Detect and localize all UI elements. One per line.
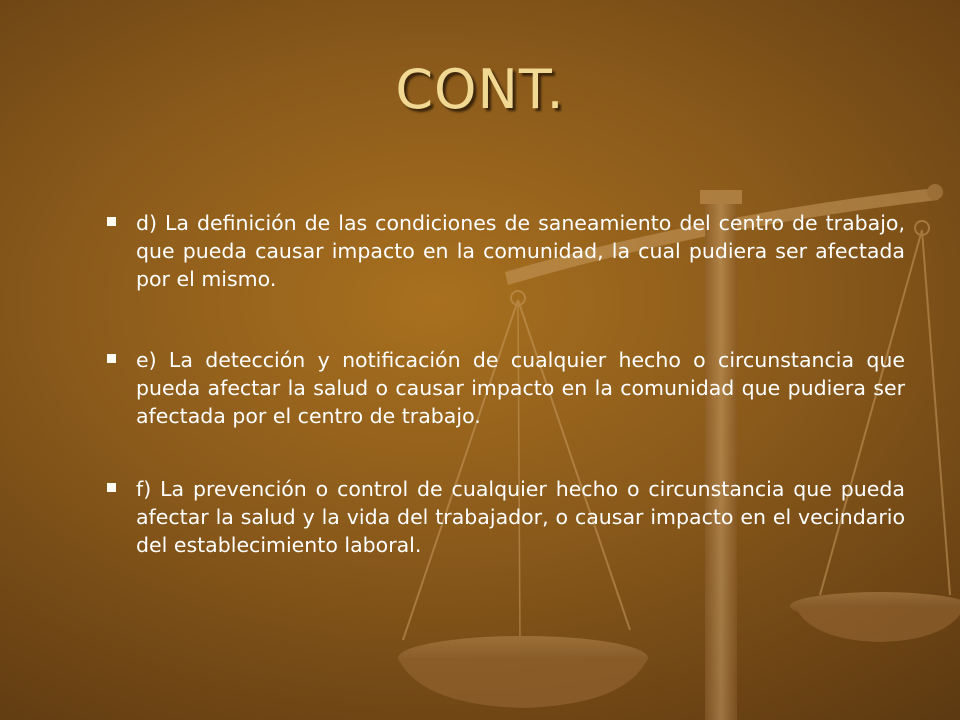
bullet-text: d) La definición de las condiciones de saneamiento del centro de trabajo, que pueda causar impacto en la comunidad, la cual pudiera ser afectada por el mismo. — [136, 211, 905, 291]
bullet-text: f) La prevención o control de cualquier hecho o circunstancia que pueda afectar la salud y la vida del trabajador, o causar impacto en el vecindario del establecimiento laboral. — [136, 477, 905, 557]
slide-title: CONT. — [395, 58, 565, 121]
square-bullet-icon — [107, 217, 116, 226]
bullet-text: e) La detección y notificación de cualquier hecho o circunstancia que pueda afectar la salud o causar impacto en la comunidad que pudiera ser afectada por el centro de trabajo. — [136, 348, 905, 428]
square-bullet-icon — [107, 354, 116, 363]
square-bullet-icon — [107, 483, 116, 492]
